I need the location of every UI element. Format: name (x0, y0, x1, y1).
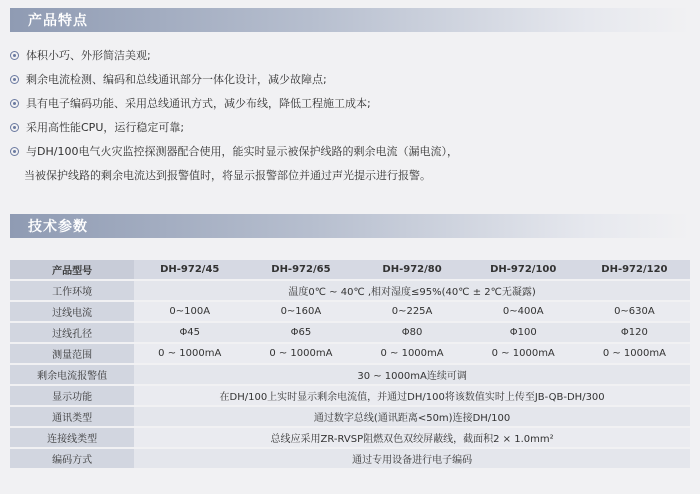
spec-row-value: 在DH/100上实时显示剩余电流值，并通过DH/100将该数值实时上传至JB-QB-DH/300 (134, 386, 690, 405)
feature-text: 体积小巧、外形简洁美观; (26, 49, 151, 62)
bullet-icon (10, 147, 19, 156)
feature-item (10, 44, 690, 68)
feature-item (10, 116, 690, 140)
spec-cell: Φ80 (356, 323, 467, 342)
spec-row-wire (10, 428, 690, 447)
spec-cell: 0~400A (468, 302, 579, 321)
spec-row-label: 过线电流 (10, 302, 134, 321)
specs-section-header (10, 214, 690, 238)
feature-text: 与DH/100电气火灾监控探测器配合使用，能实时显示被保护线路的剩余电流（漏电流）， (26, 145, 458, 158)
feature-text: 具有电子编码功能、采用总线通讯方式，减少布线，降低工程施工成本; (26, 97, 371, 110)
spec-cell: Φ45 (134, 323, 245, 342)
spec-row-label: 通讯类型 (10, 407, 134, 426)
spec-header-row (10, 260, 690, 279)
feature-text: 当被保护线路的剩余电流达到报警值时，将显示报警部位并通过声光提示进行报警。 (24, 169, 431, 182)
features-section-header (10, 8, 690, 32)
model-header: DH-972/80 (356, 260, 467, 279)
specs-section-title: 技术参数 (28, 219, 88, 235)
spec-row-comm (10, 407, 690, 426)
spec-row-value: 通过数字总线(通讯距离<50m)连接DH/100 (134, 407, 690, 426)
spec-table (10, 258, 690, 470)
feature-item (10, 92, 690, 116)
spec-row-label: 工作环境 (10, 281, 134, 300)
spec-cell: Φ65 (245, 323, 356, 342)
spec-cell: 0~225A (356, 302, 467, 321)
spec-cell: 0 ~ 1000mA (356, 344, 467, 363)
spec-row-label: 连接线类型 (10, 428, 134, 447)
spec-row-aperture (10, 323, 690, 342)
spec-row-display (10, 386, 690, 405)
spec-header-label: 产品型号 (10, 260, 134, 279)
bullet-icon (10, 75, 19, 84)
feature-continuation (10, 164, 690, 188)
spec-cell: 0~100A (134, 302, 245, 321)
bullet-icon (10, 51, 19, 60)
spec-row-current (10, 302, 690, 321)
spec-cell: 0 ~ 1000mA (468, 344, 579, 363)
spec-row-value: 通过专用设备进行电子编码 (134, 449, 690, 468)
spec-cell: 0 ~ 1000mA (579, 344, 690, 363)
spec-cell: Φ100 (468, 323, 579, 342)
features-list (10, 44, 690, 188)
features-section-title: 产品特点 (28, 13, 88, 29)
model-header: DH-972/120 (579, 260, 690, 279)
spec-row-label: 编码方式 (10, 449, 134, 468)
spec-cell: 0~160A (245, 302, 356, 321)
spec-row-value: 总线应采用ZR-RVSP阻燃双色双绞屏蔽线，截面积2 × 1.0mm² (134, 428, 690, 447)
spec-cell: Φ120 (579, 323, 690, 342)
spec-row-encoding (10, 449, 690, 468)
feature-text: 采用高性能CPU，运行稳定可靠; (26, 121, 185, 134)
spec-row-value: 30 ~ 1000mA连续可调 (134, 365, 690, 384)
model-header: DH-972/65 (245, 260, 356, 279)
spec-row-range (10, 344, 690, 363)
spec-row-alarm (10, 365, 690, 384)
spec-row-environment (10, 281, 690, 300)
spec-row-label: 剩余电流报警值 (10, 365, 134, 384)
feature-item (10, 68, 690, 92)
spec-row-label: 过线孔径 (10, 323, 134, 342)
feature-text: 剩余电流检测、编码和总线通讯部分一体化设计，减少故障点; (26, 73, 327, 86)
spec-cell: 0 ~ 1000mA (245, 344, 356, 363)
bullet-icon (10, 123, 19, 132)
spec-cell: 0 ~ 1000mA (134, 344, 245, 363)
spec-row-label: 显示功能 (10, 386, 134, 405)
spec-row-value: 温度0℃ ~ 40℃ ,相对湿度≤95%(40℃ ± 2℃无凝露) (134, 281, 690, 300)
spec-cell: 0~630A (579, 302, 690, 321)
model-header: DH-972/45 (134, 260, 245, 279)
feature-item (10, 140, 690, 164)
model-header: DH-972/100 (468, 260, 579, 279)
bullet-icon (10, 99, 19, 108)
spec-row-label: 测量范围 (10, 344, 134, 363)
